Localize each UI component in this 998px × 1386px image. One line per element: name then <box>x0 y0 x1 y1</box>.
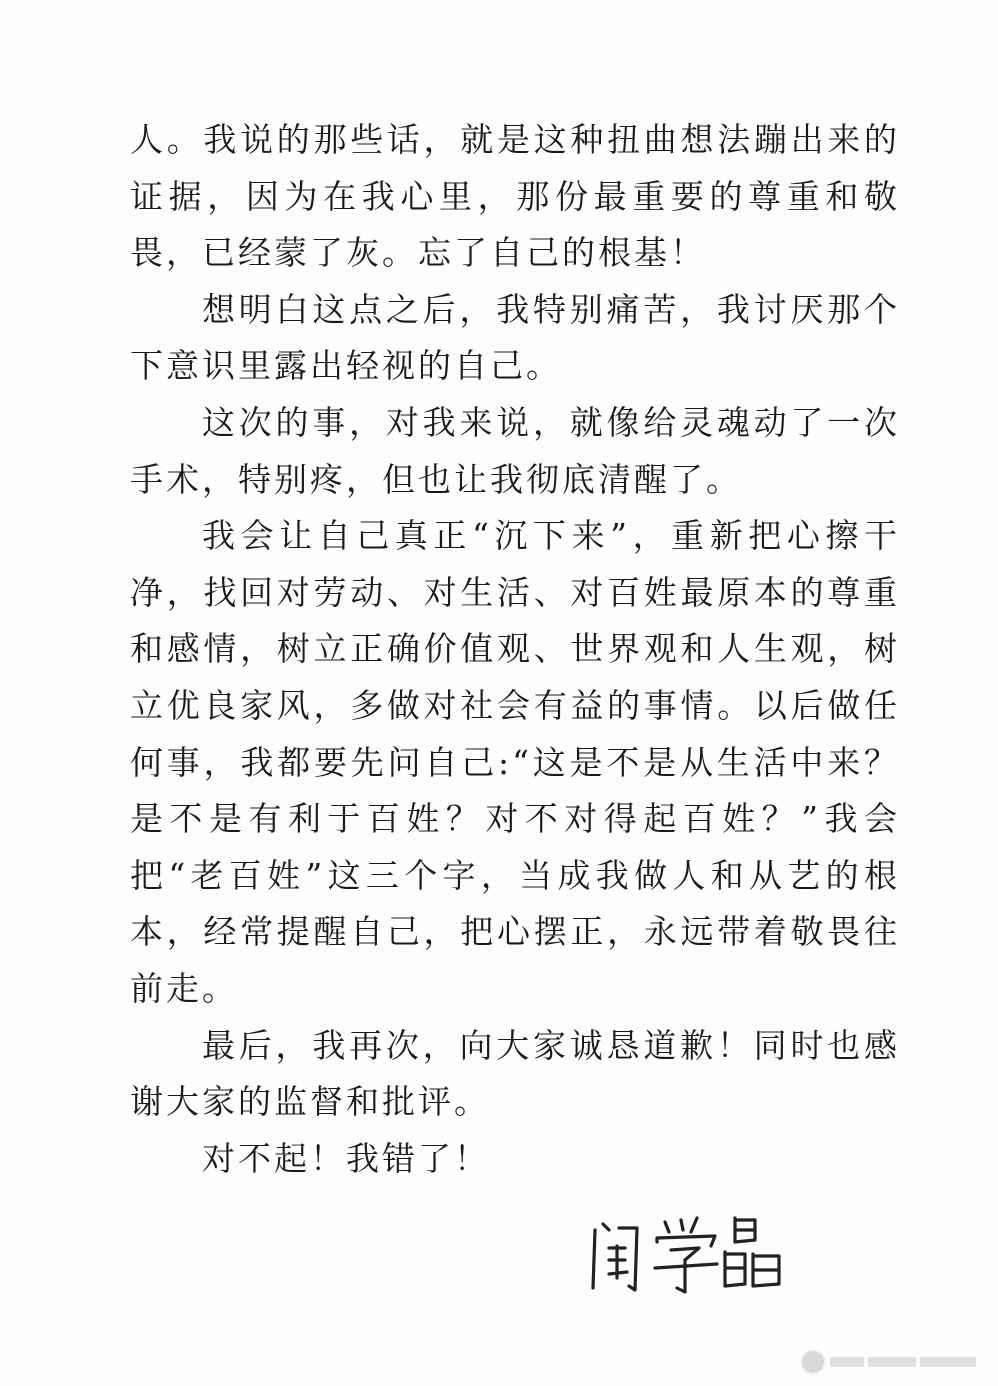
watermark-mark <box>830 1357 864 1367</box>
handwritten-signature <box>585 1208 795 1296</box>
paragraph-continuation: 人。我说的那些话，就是这种扭曲想法蹦出来的证据，因为在我心里，那份最重要的尊重和敬畏，已经蒙了灰。忘了自己的根基！ <box>130 120 900 273</box>
letter-body <box>130 112 900 1187</box>
paragraph-realization: 想明白这点之后，我特别痛苦，我讨厌那个下意识里露出轻视的自己。 <box>130 289 900 386</box>
paragraph-closing: 对不起！我错了！ <box>202 1138 490 1178</box>
paragraph-surgery: 这次的事，对我来说，就像给灵魂动了一次手术，特别疼，但也让我彻底清醒了。 <box>130 402 900 499</box>
watermark-logo-icon <box>800 1349 826 1375</box>
paragraph-commitment: 我会让自己真正“沉下来”，重新把心擦干净，找回对劳动、对生活、对百姓最原本的尊重和感情，树立正确价值观、世界观和人生观，树立优良家风，多做对社会有益的事情。以后做任何事，我都要先问自己:“这是不是从生活中来？是不是有利于百姓？对不对得起百姓？”我会把“老百姓”这三个字，当成我做人和从艺的根本，经常提醒自己，把心摆正，永远带着敬畏往前走。 <box>130 516 900 1008</box>
platform-watermark <box>800 1348 980 1376</box>
watermark-mark <box>868 1357 916 1367</box>
paragraph-apology: 最后，我再次，向大家诚恳道歉！同时也感谢大家的监督和批评。 <box>130 1025 900 1122</box>
signature-strokes <box>585 1208 795 1296</box>
watermark-mark <box>920 1357 976 1367</box>
